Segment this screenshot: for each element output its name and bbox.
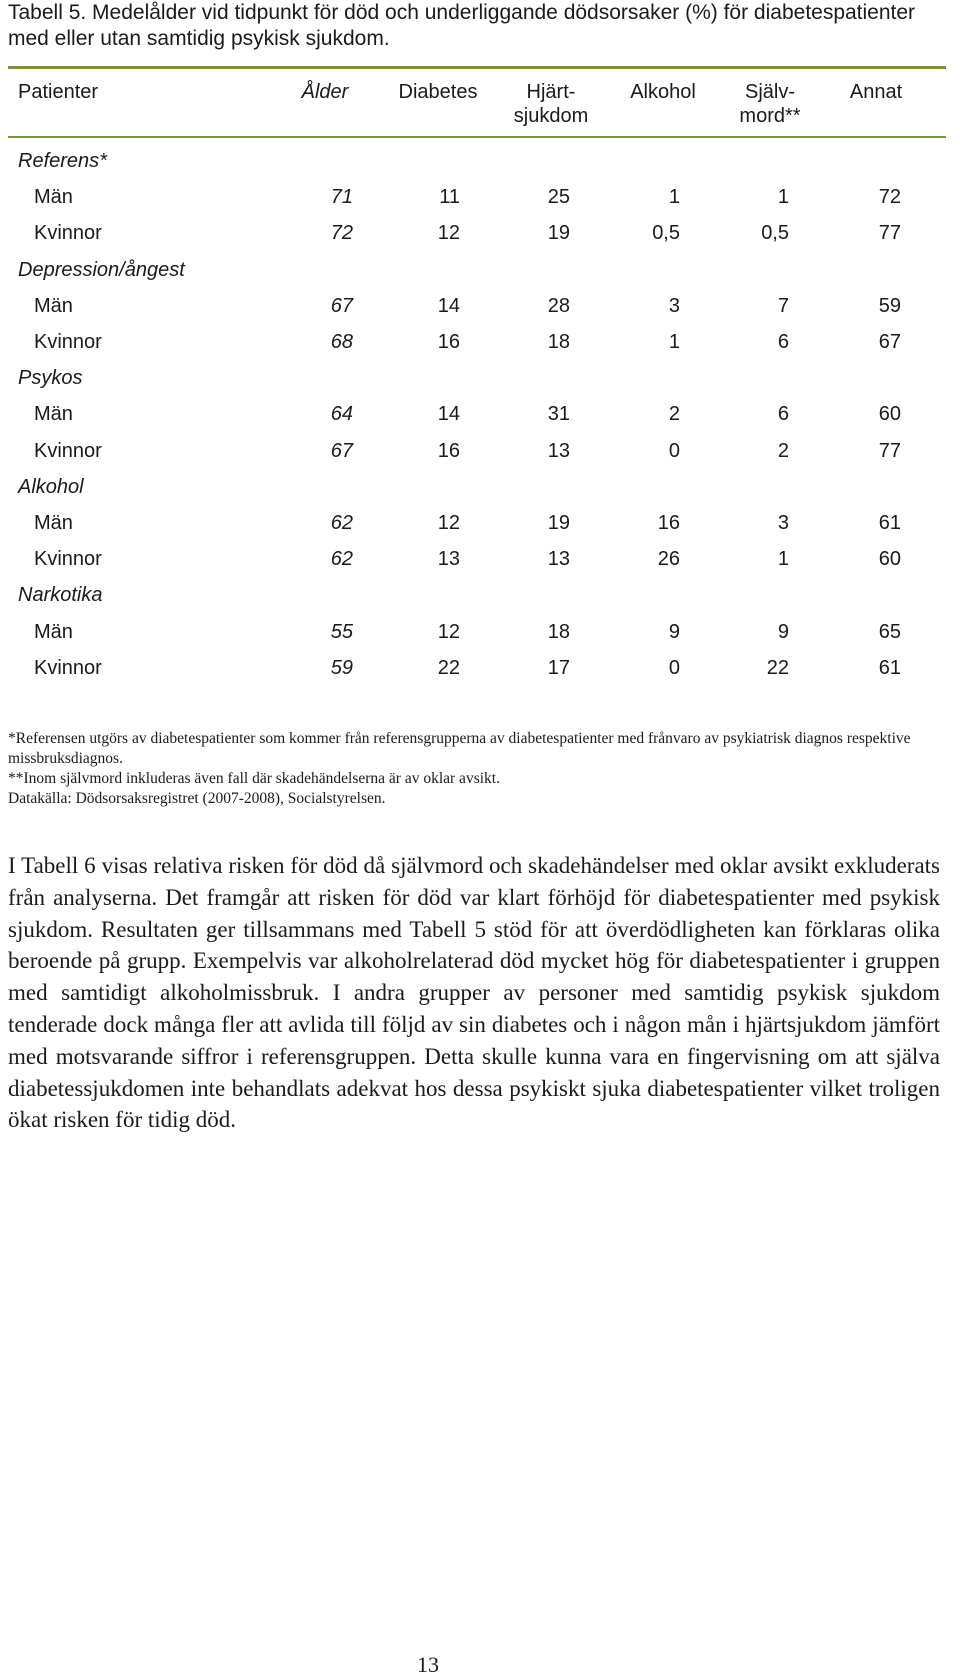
header-hjart-line2: sjukdom (513, 105, 589, 127)
cell-hjart: 13 (547, 439, 570, 462)
cell-diabetes: 16 (437, 331, 460, 353)
cell-alkohol: 0 (668, 656, 680, 679)
cell-alkohol: 0 (668, 439, 680, 462)
cell-hjart: 25 (547, 186, 570, 209)
cell-sjalvmord: 2 (777, 439, 789, 462)
cell-sjalvmord: 0,5 (761, 222, 789, 245)
cell-diabetes: 12 (437, 222, 460, 245)
footnote-referens: *Referensen utgörs av diabetespatienter som kommer från referensgrupperna av diabetespatienter med frånvaro av psykiatrisk diagnos respektive missbruksdiagnos. (8, 730, 911, 767)
cell-sjalvmord: 22 (766, 656, 789, 679)
row-label: Kvinnor (34, 331, 102, 353)
row-label: Män (34, 294, 73, 317)
cell-sjalvmord: 9 (777, 620, 789, 643)
cell-sjalvmord: 6 (777, 331, 789, 353)
cell-annat: 61 (878, 512, 901, 534)
cell-diabetes: 22 (437, 656, 460, 679)
row-label: Män (34, 186, 73, 209)
group-label: Alkohol (18, 475, 84, 498)
cell-sjalvmord: 1 (777, 548, 789, 571)
header-alkohol: Alkohol (630, 81, 696, 103)
cell-diabetes: 13 (437, 548, 460, 571)
footnote-sjalvmord: **Inom självmord inkluderas även fall där skadehändelserna är av oklar avsikt. (8, 770, 500, 787)
row-label: Kvinnor (34, 548, 102, 571)
header-diabetes: Diabetes (398, 81, 478, 103)
cell-alder: 62 (330, 548, 353, 571)
table-row (8, 291, 946, 321)
cell-alder: 71 (330, 186, 353, 209)
table-row (8, 182, 946, 212)
cell-sjalvmord: 7 (777, 294, 789, 317)
group-label: Psykos (18, 367, 83, 390)
table-row (8, 436, 946, 466)
cell-sjalvmord: 3 (777, 512, 789, 534)
table-row (8, 653, 946, 683)
cell-alkohol: 0,5 (652, 222, 680, 245)
table-top-rule (8, 66, 946, 69)
group-row (8, 146, 946, 176)
cell-alkohol: 2 (668, 403, 680, 426)
cell-alder: 72 (330, 222, 353, 245)
cell-alder: 67 (330, 439, 353, 462)
table-row (8, 327, 946, 357)
cell-alkohol: 9 (668, 620, 680, 643)
cell-hjart: 18 (547, 331, 570, 353)
cell-alkohol: 1 (668, 186, 680, 209)
header-annat: Annat (849, 81, 903, 103)
cell-annat: 59 (878, 294, 901, 317)
cell-annat: 60 (878, 548, 901, 571)
cell-annat: 77 (878, 439, 901, 462)
cell-sjalvmord: 6 (777, 403, 789, 426)
group-label: Referens* (18, 150, 107, 172)
table-header-rule (8, 136, 946, 138)
cell-diabetes: 14 (437, 294, 460, 317)
header-sjalvmord (720, 80, 820, 128)
row-label: Kvinnor (34, 656, 102, 679)
table-caption: Tabell 5. Medelålder vid tidpunkt för död och underliggande dödsorsaker (%) för diabetespatienter med eller utan samtidig psykisk sjukdom. (8, 1, 916, 50)
cell-diabetes: 11 (439, 186, 460, 209)
header-sjalv-line2: mord** (739, 105, 801, 127)
table-row (8, 218, 946, 248)
body-text (8, 850, 940, 1136)
cell-annat: 60 (878, 403, 901, 426)
table-row (8, 544, 946, 574)
cell-alkohol: 1 (668, 331, 680, 353)
group-row (8, 363, 946, 393)
cell-hjart: 28 (547, 294, 570, 317)
group-row (8, 255, 946, 285)
cell-diabetes: 14 (437, 403, 460, 426)
cell-alder: 55 (330, 620, 353, 643)
cell-alder: 59 (330, 656, 353, 679)
cell-annat: 67 (878, 331, 901, 353)
group-label: Narkotika (18, 584, 103, 607)
cell-hjart: 19 (547, 512, 570, 534)
group-label: Depression/ångest (18, 258, 185, 281)
footnote-datakalla: Datakälla: Dödsorsaksregistret (2007-2008), Socialstyrelsen. (8, 790, 386, 807)
table-row (8, 399, 946, 429)
row-label: Män (34, 403, 73, 426)
cell-hjart: 17 (547, 656, 570, 679)
table-row (8, 617, 946, 647)
table-row (8, 508, 946, 538)
page-number: 13 (417, 1652, 439, 1677)
cell-alder: 64 (330, 403, 353, 426)
cell-annat: 61 (878, 656, 901, 679)
cell-sjalvmord: 1 (777, 186, 789, 209)
group-row (8, 580, 946, 610)
cell-hjart: 18 (547, 620, 570, 643)
header-sjalv-line1: Själv- (744, 81, 795, 103)
cell-hjart: 31 (547, 403, 570, 426)
cell-diabetes: 12 (437, 620, 460, 643)
cell-alkohol: 16 (657, 512, 680, 534)
header-alder: Ålder (301, 81, 349, 103)
cell-diabetes: 12 (437, 512, 460, 534)
row-label: Kvinnor (34, 439, 102, 462)
cell-annat: 65 (878, 620, 901, 643)
cell-alder: 62 (330, 512, 353, 534)
header-patienter: Patienter (18, 81, 99, 103)
cell-annat: 77 (878, 222, 901, 245)
cell-annat: 72 (878, 186, 901, 209)
table-footnotes (8, 729, 938, 809)
row-label: Män (34, 620, 73, 643)
cell-diabetes: 16 (437, 439, 460, 462)
cell-alkohol: 26 (657, 548, 680, 571)
header-hjart-line1: Hjärt- (526, 81, 576, 103)
cell-hjart: 13 (547, 548, 570, 571)
header-hjartsjukdom (496, 80, 606, 128)
cell-alkohol: 3 (668, 294, 680, 317)
body-paragraph: I Tabell 6 visas relativa risken för död då självmord och skadehändelser med oklar avsikt exkluderats från analyserna. Det framgår att risken för död var klart förhöjd för diabetespatienter med psykisk sjukdom. Resultaten ger tillsammans med Tabell 5 stöd för att överdödligheten kan förklaras olika beroende på grupp. Exempelvis var alkoholrelaterad död mycket hög för diabetespatienter i gruppen med samtidigt alkoholmissbruk. I andra grupper av personer med samtidig psykisk sjukdom tenderade dock många fler att avlida till följd av sin diabetes och i någon mån i hjärtsjukdom jämfört med motsvarande siffror i referensgruppen. Detta skulle kunna vara en fingervisning om att själva diabetessjukdomen inte behandlats adekvat hos dessa psykiskt sjuka diabetespatienter vilket troligen ökat risken för tidig död. (8, 853, 940, 1133)
cell-alder: 67 (330, 294, 353, 317)
row-label: Män (34, 512, 73, 534)
cell-alder: 68 (330, 331, 353, 353)
cell-hjart: 19 (547, 222, 570, 245)
group-row (8, 472, 946, 502)
row-label: Kvinnor (34, 222, 102, 245)
